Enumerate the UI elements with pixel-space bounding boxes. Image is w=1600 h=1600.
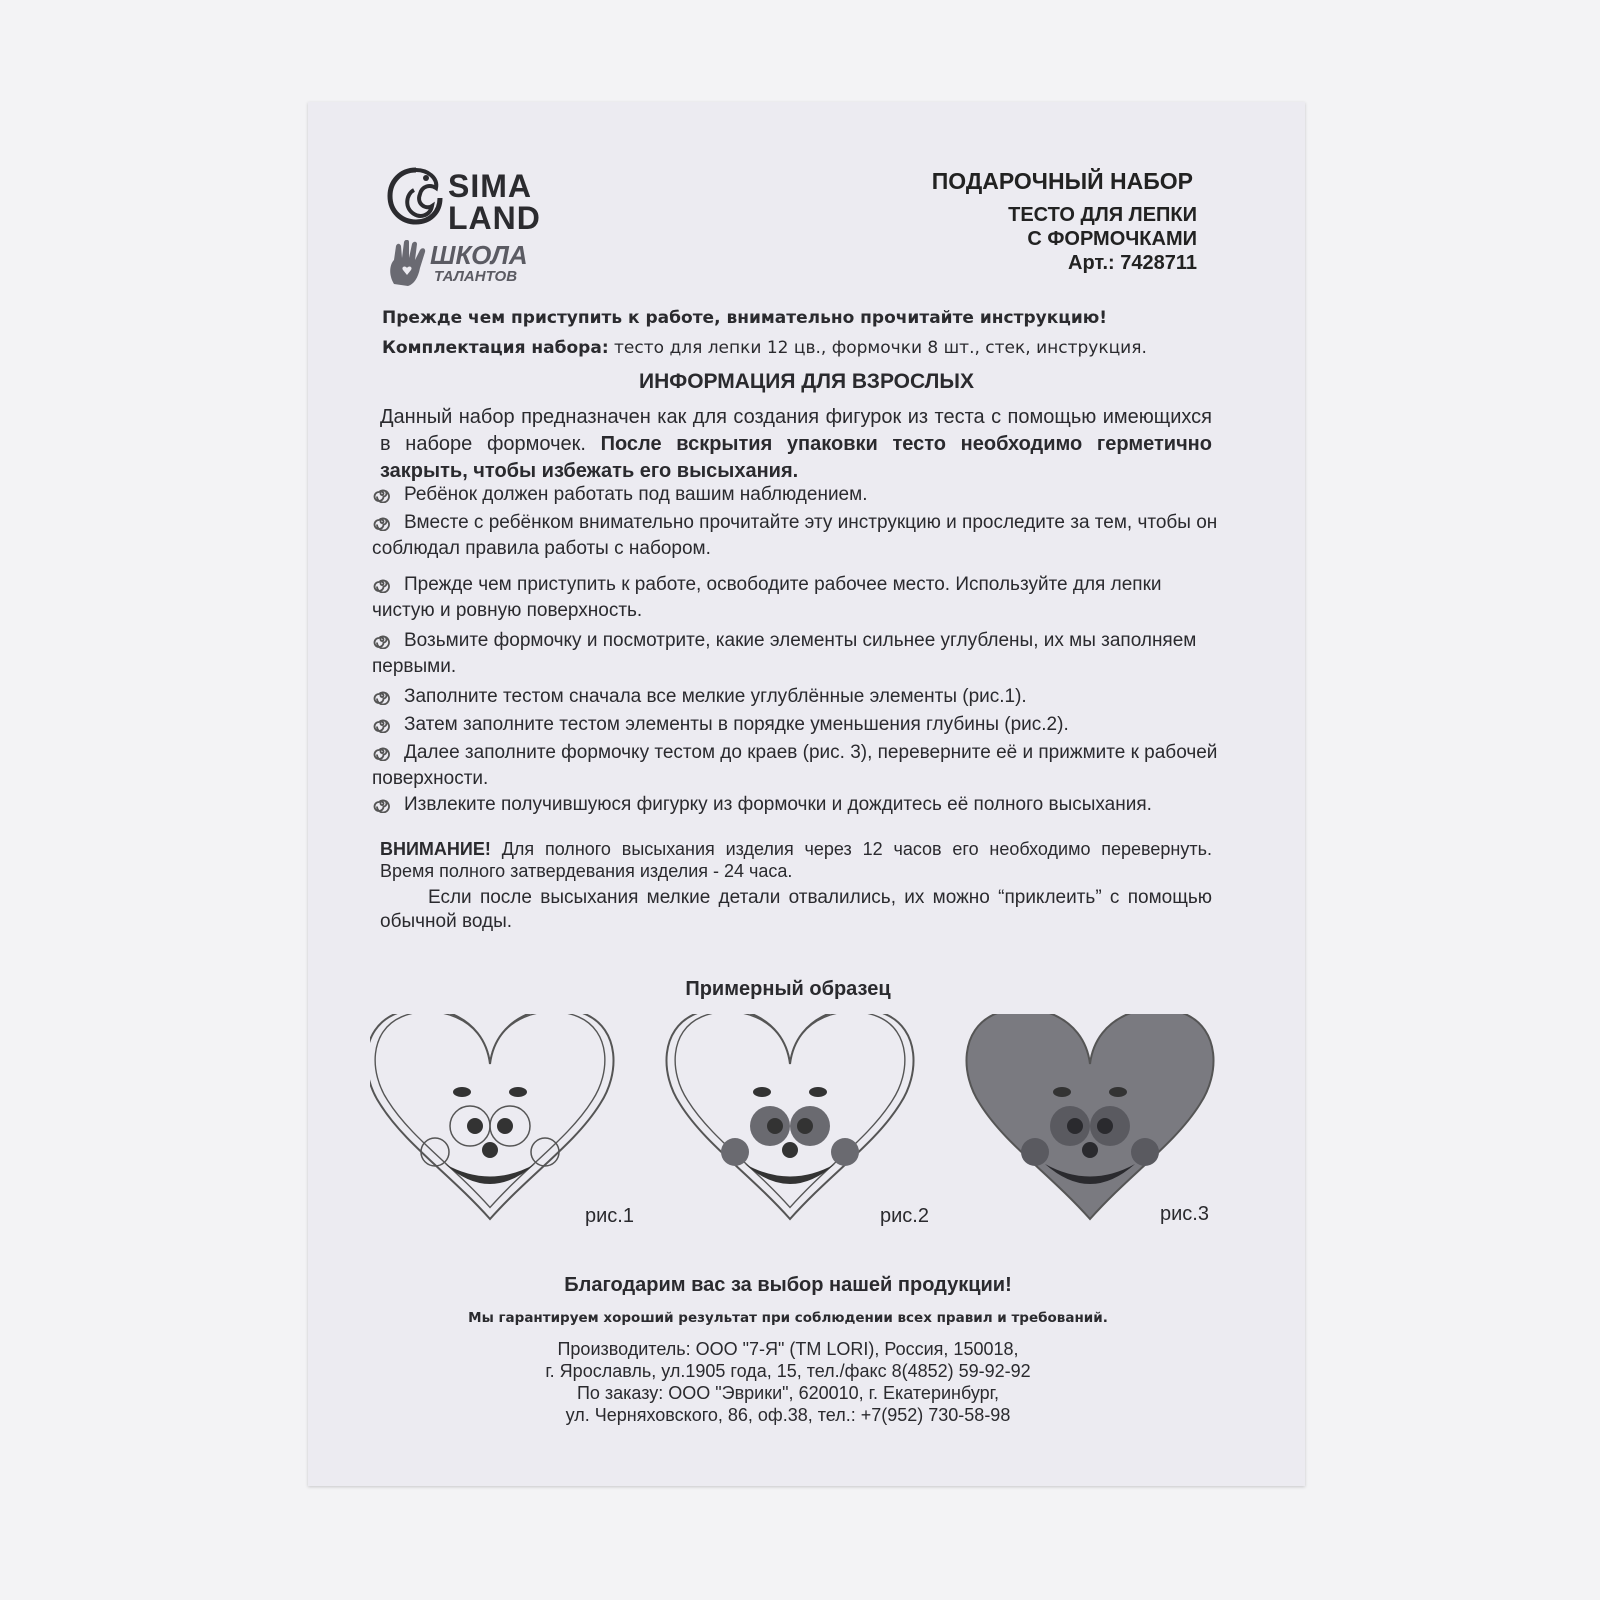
spiral-bullet-icon bbox=[372, 573, 392, 593]
list-item bbox=[372, 792, 1222, 818]
spiral-bullet-icon bbox=[372, 793, 392, 813]
kit-label: Комплектация набора: bbox=[382, 338, 609, 358]
thanks-text: Благодарим вас за выбор нашей продукции! bbox=[564, 1274, 1012, 1296]
item-text: Вместе с ребёнком внимательно прочитайте эту инструкцию и проследите за тем, чтобы он соблюдал правила работы с набором. bbox=[372, 512, 1218, 559]
brand-line1: SIMA bbox=[448, 168, 532, 204]
list-item bbox=[372, 684, 1222, 710]
spiral-bullet-icon bbox=[372, 713, 392, 733]
list-item bbox=[372, 510, 1222, 562]
caption-2: рис.2 bbox=[880, 1205, 929, 1227]
manufacturer-line: ул. Черняховского, 86, оф.38, тел.: +7(952) 730-58-98 bbox=[565, 1405, 1011, 1425]
manufacturer-line: Производитель: ООО "7-Я" (ТМ LORI), Россия, 150018, bbox=[557, 1339, 1019, 1359]
read-instructions-warning: Прежде чем приступить к работе, внимательно прочитайте инструкцию! bbox=[382, 308, 1108, 328]
list-item bbox=[372, 572, 1222, 624]
school-line2: ТАЛАНТОВ bbox=[434, 268, 518, 285]
section-title: ИНФОРМАЦИЯ ДЛЯ ВЗРОСЛЫХ bbox=[639, 370, 974, 393]
item-text: Далее заполните формочку тестом до краев (рис. 3), переверните её и прижмите к рабочей поверхности. bbox=[372, 742, 1218, 789]
list-item bbox=[372, 482, 1222, 508]
item-text: Прежде чем приступить к работе, освободите рабочее место. Используйте для лепки чистую и ровную поверхность. bbox=[372, 574, 1162, 621]
item-text: Извлеките получившуюся фигурку из формочки и дождитесь её полного высыхания. bbox=[404, 794, 1152, 815]
spiral-bullet-icon bbox=[372, 629, 392, 649]
manufacturer-line: г. Ярославль, ул.1905 года, 15, тел./факс 8(4852) 59-92-92 bbox=[545, 1361, 1031, 1381]
caption-3: рис.3 bbox=[1160, 1203, 1209, 1225]
intro-paragraph bbox=[380, 404, 1212, 485]
spiral-bullet-icon bbox=[372, 741, 392, 761]
heart-step-1 bbox=[370, 1014, 614, 1219]
kit-value: тесто для лепки 12 цв., формочки 8 шт., стек, инструкция. bbox=[608, 338, 1147, 358]
instruction-sheet bbox=[308, 102, 1305, 1486]
sima-land-emblem-icon bbox=[386, 164, 446, 228]
list-item bbox=[372, 740, 1222, 792]
list-item bbox=[372, 628, 1222, 680]
glue-note: Если после высыхания мелкие детали отвалились, их можно “приклеить” с помощью обычной воды. bbox=[380, 887, 1212, 932]
item-text: Заполните тестом сначала все мелкие углублённые элементы (рис.1). bbox=[404, 686, 1027, 707]
kit-contents bbox=[382, 338, 1147, 358]
manufacturer-line: По заказу: ООО "Эврики", 620010, г. Екатеринбург, bbox=[576, 1383, 1000, 1403]
attention-label: ВНИМАНИЕ! bbox=[380, 839, 491, 859]
product-subtitle-1: ТЕСТО ДЛЯ ЛЕПКИ bbox=[1008, 204, 1197, 226]
spiral-bullet-icon bbox=[372, 483, 392, 503]
item-text: Затем заполните тестом элементы в порядке уменьшения глубины (рис.2). bbox=[404, 714, 1069, 735]
spiral-bullet-icon bbox=[372, 511, 392, 531]
sample-title: Примерный образец bbox=[685, 978, 891, 1000]
hand-icon bbox=[386, 240, 430, 288]
caption-1: рис.1 bbox=[585, 1205, 634, 1227]
sima-land-logo bbox=[386, 162, 556, 236]
guarantee-text: Мы гарантируем хороший результат при соблюдении всех правил и требований. bbox=[468, 1310, 1108, 1326]
attention-note bbox=[380, 838, 1212, 882]
sample-hearts-illustration bbox=[370, 1014, 1250, 1234]
heart-step-2 bbox=[666, 1014, 913, 1219]
intro-bold: После вскрытия упаковки тесто необходимо герметично закрыть, чтобы избежать его высыхания. bbox=[380, 433, 1212, 482]
brand-line2: LAND bbox=[448, 200, 541, 236]
school-line1: ШКОЛА bbox=[430, 240, 528, 270]
product-subtitle-2: С ФОРМОЧКАМИ bbox=[1027, 228, 1197, 250]
item-text: Ребёнок должен работать под вашим наблюдением. bbox=[404, 484, 868, 505]
article-number: Арт.: 7428711 bbox=[1068, 252, 1197, 274]
heart-step-3 bbox=[966, 1014, 1213, 1219]
item-text: Возьмите формочку и посмотрите, какие элементы сильнее углублены, их мы заполняем первыми. bbox=[372, 630, 1197, 677]
attention-text: Для полного высыхания изделия через 12 часов его необходимо перевернуть. Время полного затвердевания изделия - 24 часа. bbox=[380, 839, 1212, 881]
spiral-bullet-icon bbox=[372, 685, 392, 705]
intro-text: Данный набор предназначен как для создания фигурок из теста с помощью имеющихся в наборе формочек. bbox=[380, 406, 1212, 455]
school-of-talents-logo bbox=[386, 240, 556, 290]
list-item bbox=[372, 712, 1222, 738]
product-title: ПОДАРОЧНЫЙ НАБОР bbox=[931, 168, 1193, 194]
